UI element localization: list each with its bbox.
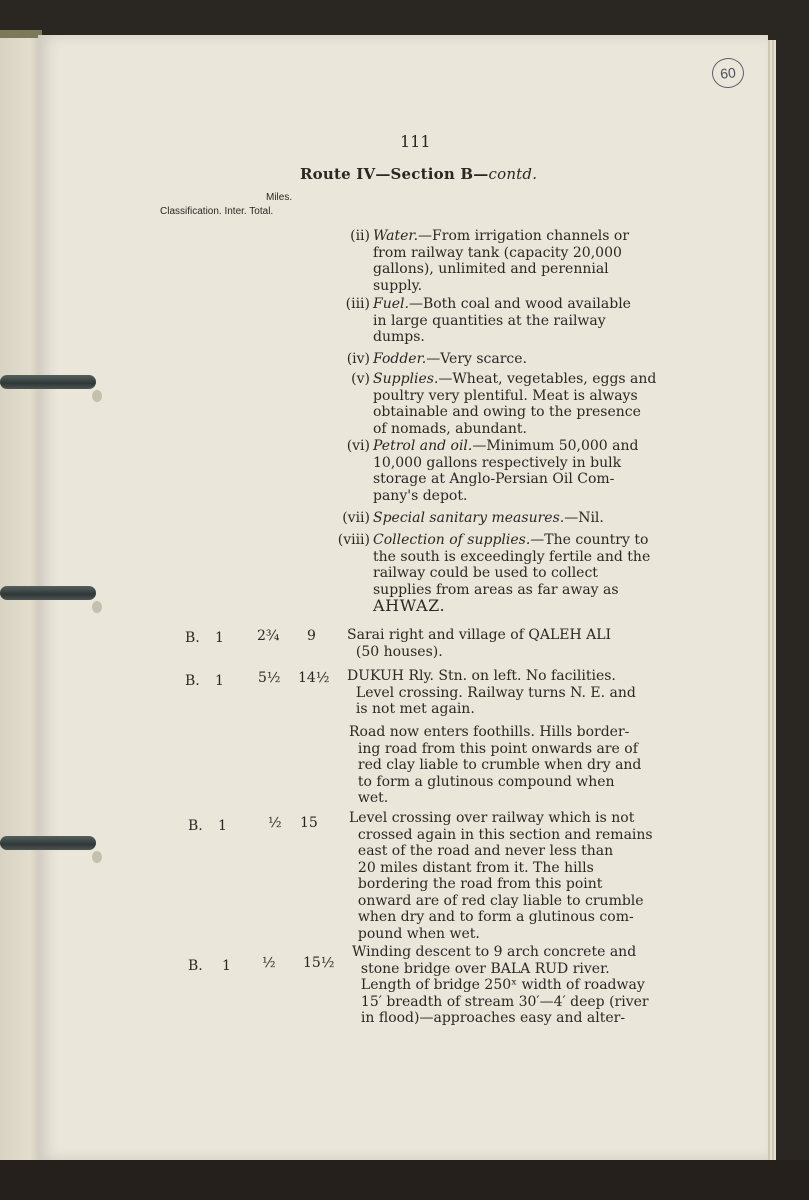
row-classification: B. [185, 673, 200, 689]
left-page [0, 30, 42, 1180]
row-classification: B. [188, 958, 203, 974]
item-line: railway could be used to collect [373, 565, 598, 581]
binding-stitch-bottom [0, 836, 96, 850]
item-text [373, 532, 673, 616]
row-inter-miles: ½ [262, 955, 276, 971]
row-line: is not met again. [355, 701, 475, 717]
item-line: —Both coal and wood available [408, 296, 631, 312]
row-line: onward are of red clay liable to crumble [357, 892, 644, 909]
item-line: gallons), unlimited and perennial [373, 261, 609, 277]
row-line: in flood)—approaches easy and alter- [360, 1010, 626, 1026]
heading-contd: contd. [488, 165, 538, 183]
item-text [373, 371, 673, 437]
item-line: storage at Anglo-Persian Oil Com- [373, 471, 615, 487]
binding-hole [92, 851, 102, 863]
row-total-miles: 9 [307, 628, 316, 644]
item-line: —Minimum 50,000 and [472, 438, 639, 454]
row-line: ing road from this point onwards are of [357, 740, 638, 757]
item-line: 10,000 gallons respectively in bulk [373, 454, 622, 471]
row-line: Winding descent to 9 arch concrete and [352, 944, 637, 960]
item-marker: (vi) [346, 438, 370, 454]
row-inter-miles: 5½ [258, 670, 281, 686]
row-line: when dry and to form a glutinous com- [357, 909, 634, 925]
item-text [373, 228, 673, 294]
row-description [349, 810, 684, 942]
item-line: dumps. [373, 329, 425, 345]
row-classification: B. [188, 818, 203, 834]
row-description [347, 668, 682, 718]
binding-stitch-middle [0, 586, 96, 600]
item-label: Fodder. [373, 351, 427, 367]
row-line: DUKUH Rly. Stn. on left. No facilities. [347, 668, 616, 684]
row-line: east of the road and never less than [357, 843, 614, 859]
row-line: Level crossing. Railway turns N. E. and [355, 684, 636, 701]
item-label: Collection of supplies. [373, 532, 531, 548]
item-text [373, 438, 673, 504]
item-line: poultry very plentiful. Meat is always [373, 387, 638, 404]
row-class-number: 1 [222, 958, 231, 974]
row-line: pound when wet. [357, 925, 480, 942]
row-line: crossed again in this section and remains [357, 826, 653, 843]
heading-main: Route IV—Section B— [300, 165, 489, 183]
item-line: obtainable and owing to the presence [373, 404, 641, 420]
item-marker: (v) [351, 371, 370, 387]
row-line: 15′ breadth of stream 30′—4′ deep (river [360, 993, 649, 1010]
page-number: 111 [400, 132, 431, 151]
item-label: Fuel. [373, 296, 409, 312]
row-total-miles: 15½ [303, 955, 335, 971]
item-line: —Very scarce. [426, 351, 528, 367]
item-line: —Wheat, vegetables, eggs and [438, 371, 657, 387]
row-line: stone bridge over BALA RUD river. [360, 960, 610, 977]
row-line: (50 houses). [355, 643, 443, 660]
book-cover-bottom [0, 1160, 809, 1200]
row-inter-miles: ½ [268, 815, 282, 831]
item-line: —The country to [530, 532, 649, 548]
row-line: Level crossing over railway which is not [349, 810, 635, 826]
left-page-edge [0, 30, 42, 38]
row-inter-miles: 2¾ [257, 628, 280, 644]
row-line: 20 miles distant from it. The hills [357, 859, 594, 876]
item-label: Water. [373, 228, 419, 244]
column-header-classification: Classification. Inter. Total. [160, 206, 274, 217]
item-marker: (iv) [346, 351, 370, 367]
item-line: in large quantities at the railway [373, 312, 606, 329]
row-line: wet. [357, 790, 389, 806]
item-marker: (viii) [337, 532, 370, 548]
row-description [347, 627, 682, 660]
row-class-number: 1 [218, 818, 227, 834]
item-line: of nomads, abundant. [373, 420, 527, 437]
row-line: Road now enters foothills. Hills border- [349, 724, 630, 740]
row-total-miles: 14½ [298, 670, 330, 686]
item-marker: (ii) [350, 228, 370, 244]
row-description [352, 944, 687, 1027]
item-text [373, 296, 673, 346]
binding-hole [92, 390, 102, 402]
item-label: Petrol and oil. [373, 438, 473, 454]
row-line: to form a glutinous compound when [357, 773, 615, 790]
item-text [373, 351, 673, 368]
item-line: the south is exceedingly fertile and the [373, 548, 651, 565]
item-line: —Nil. [564, 510, 604, 526]
item-marker: (vii) [342, 510, 370, 526]
item-label: Supplies. [373, 371, 439, 387]
item-line: —From irrigation channels or [418, 228, 630, 244]
folio-stamp: 60 [711, 56, 746, 89]
item-line: pany's depot. [373, 487, 468, 504]
row-line: Sarai right and village of QALEH ALI [347, 627, 612, 643]
item-line: supplies from areas as far away as [373, 581, 619, 598]
page-heading [300, 165, 537, 183]
row-class-number: 1 [215, 673, 224, 689]
row-line: bordering the road from this point [357, 876, 603, 892]
row-line: Length of bridge 250ˣ width of roadway [360, 977, 645, 993]
item-label: Special sanitary measures. [373, 510, 565, 526]
item-line: supply. [373, 277, 423, 294]
item-text [373, 510, 673, 527]
row-description [349, 724, 679, 807]
binding-hole [92, 601, 102, 613]
item-marker: (iii) [345, 296, 370, 312]
row-line: red clay liable to crumble when dry and [357, 757, 642, 773]
item-line: AHWAZ. [373, 596, 446, 615]
row-classification: B. [185, 630, 200, 646]
row-total-miles: 15 [300, 815, 318, 831]
row-class-number: 1 [215, 630, 224, 646]
column-header-miles: Miles. [266, 192, 293, 203]
item-line: from railway tank (capacity 20,000 [373, 244, 622, 261]
binding-stitch-top [0, 375, 96, 389]
